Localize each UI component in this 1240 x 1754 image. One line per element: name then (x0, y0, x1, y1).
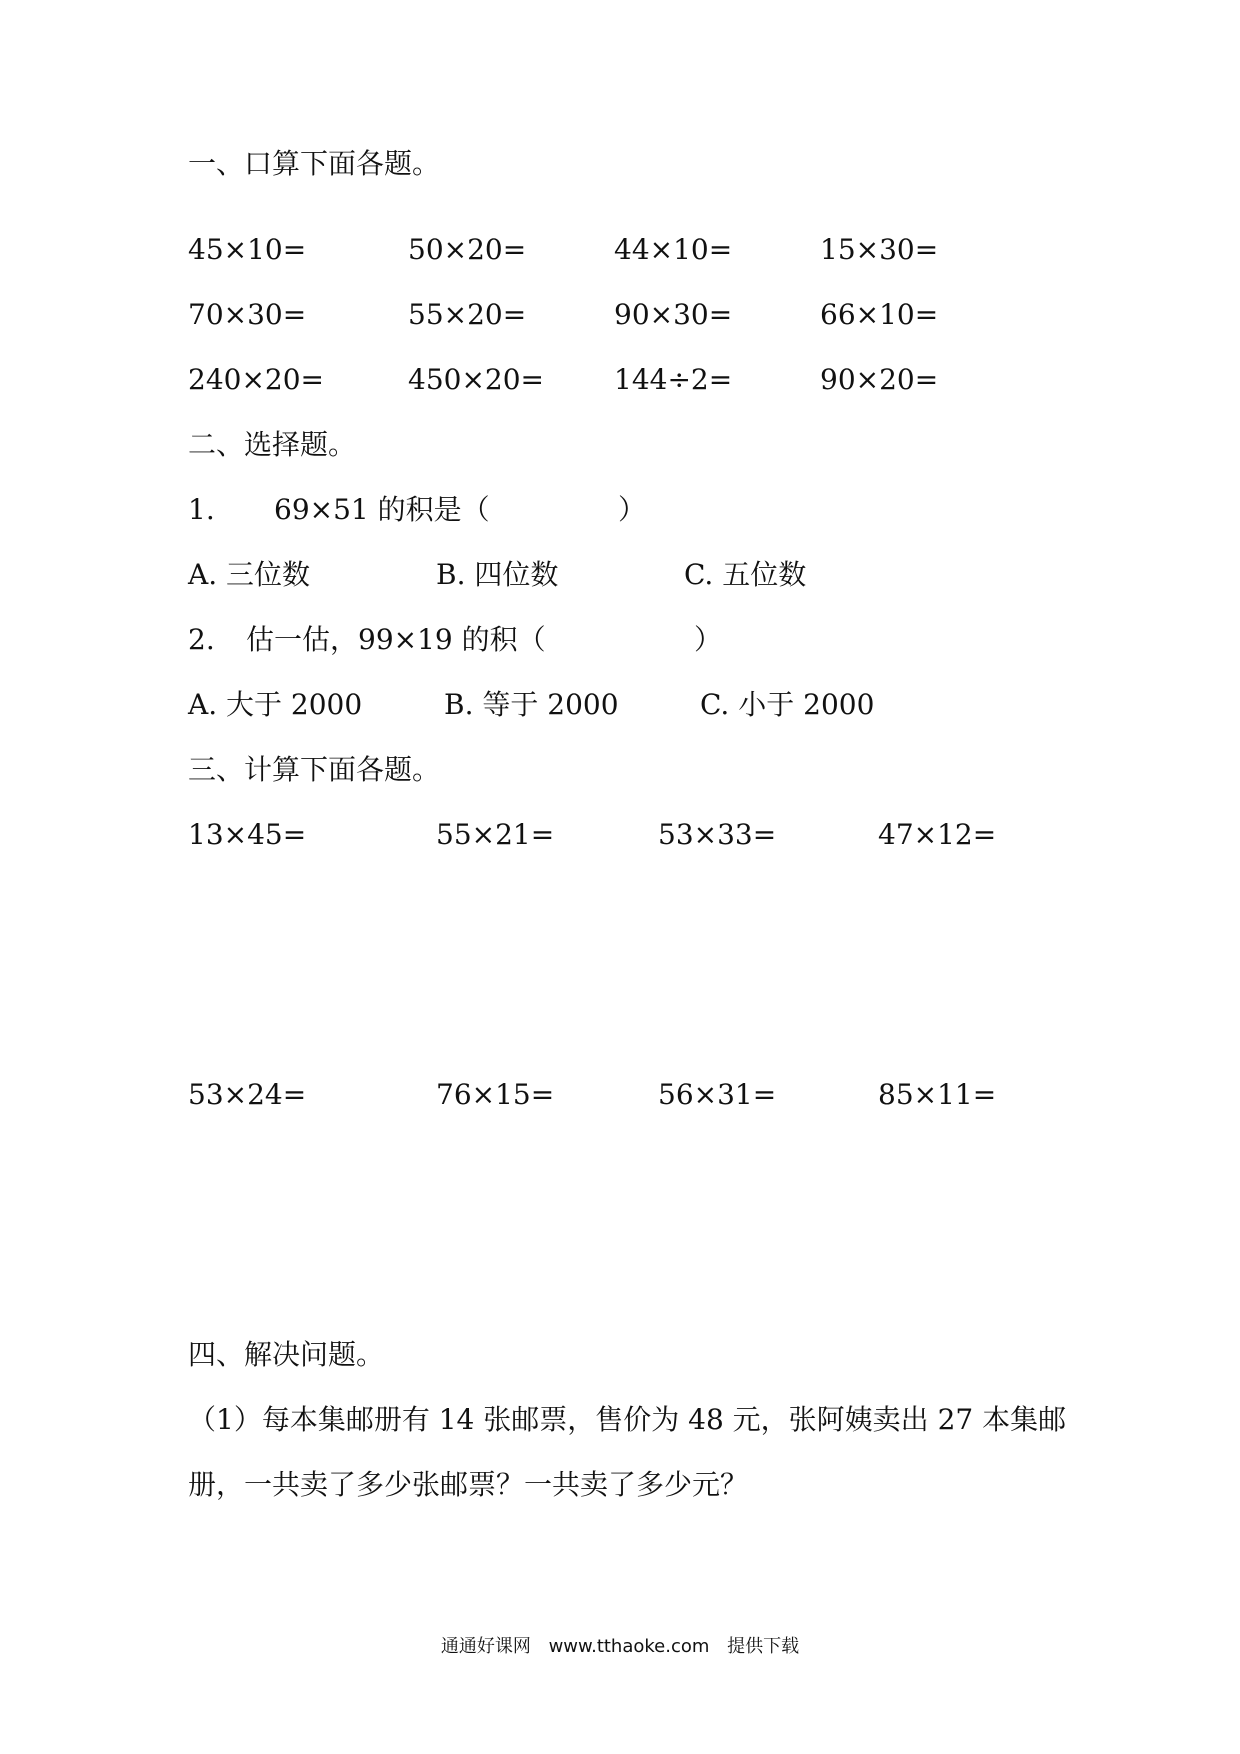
question-number: 2. (188, 623, 215, 656)
calc-problem: 76×15= (436, 1078, 555, 1111)
footer-note: 提供下载 (727, 1636, 800, 1657)
choice-option: B. 等于 2000 (444, 688, 619, 721)
choice-option: A. 三位数 (188, 558, 311, 591)
oral-problem: 240×20= (188, 363, 324, 396)
page-footer (0, 1632, 1240, 1658)
section4-title: 四、解决问题。 (188, 1338, 385, 1371)
oral-problem: 450×20= (408, 363, 544, 396)
choice-option: A. 大于 2000 (188, 688, 363, 721)
oral-problem: 55×20= (408, 298, 527, 331)
footer-url: www.tthaoke.com (548, 1636, 710, 1657)
question-text: 69×51 的积是（ (274, 493, 490, 526)
oral-problem: 144÷2= (614, 363, 733, 396)
word-problem-line: 册，一共卖了多少张邮票？一共卖了多少元？ (188, 1468, 749, 1501)
section3-title: 三、计算下面各题。 (188, 753, 441, 786)
calc-problem: 56×31= (658, 1078, 777, 1111)
word-problem-line: （1）每本集邮册有 14 张邮票，售价为 48 元，张阿姨卖出 27 本集邮 (188, 1403, 1067, 1436)
calc-problem: 13×45= (188, 818, 307, 851)
choice-option: B. 四位数 (436, 558, 559, 591)
oral-problem: 90×30= (614, 298, 733, 331)
answer-bracket-close: ） (618, 493, 647, 526)
oral-problem: 15×30= (820, 233, 939, 266)
oral-problem: 45×10= (188, 233, 307, 266)
footer-site-name: 通通好课网 (440, 1636, 531, 1657)
oral-problem: 90×20= (820, 363, 939, 396)
oral-problem: 70×30= (188, 298, 307, 331)
calc-problem: 55×21= (436, 818, 555, 851)
question-text: 估一估，99×19 的积（ (246, 623, 546, 656)
choice-option: C. 五位数 (684, 558, 807, 591)
calc-problem: 53×24= (188, 1078, 307, 1111)
choice-option: C. 小于 2000 (700, 688, 875, 721)
oral-problem: 50×20= (408, 233, 527, 266)
calc-problem: 53×33= (658, 818, 777, 851)
question-number: 1. (188, 493, 215, 526)
section2-title: 二、选择题。 (188, 428, 357, 461)
answer-bracket-close: ） (694, 623, 723, 656)
oral-problem: 66×10= (820, 298, 939, 331)
calc-problem: 85×11= (878, 1078, 997, 1111)
oral-problem: 44×10= (614, 233, 733, 266)
section1-title: 一、口算下面各题。 (188, 147, 441, 180)
calc-problem: 47×12= (878, 818, 997, 851)
